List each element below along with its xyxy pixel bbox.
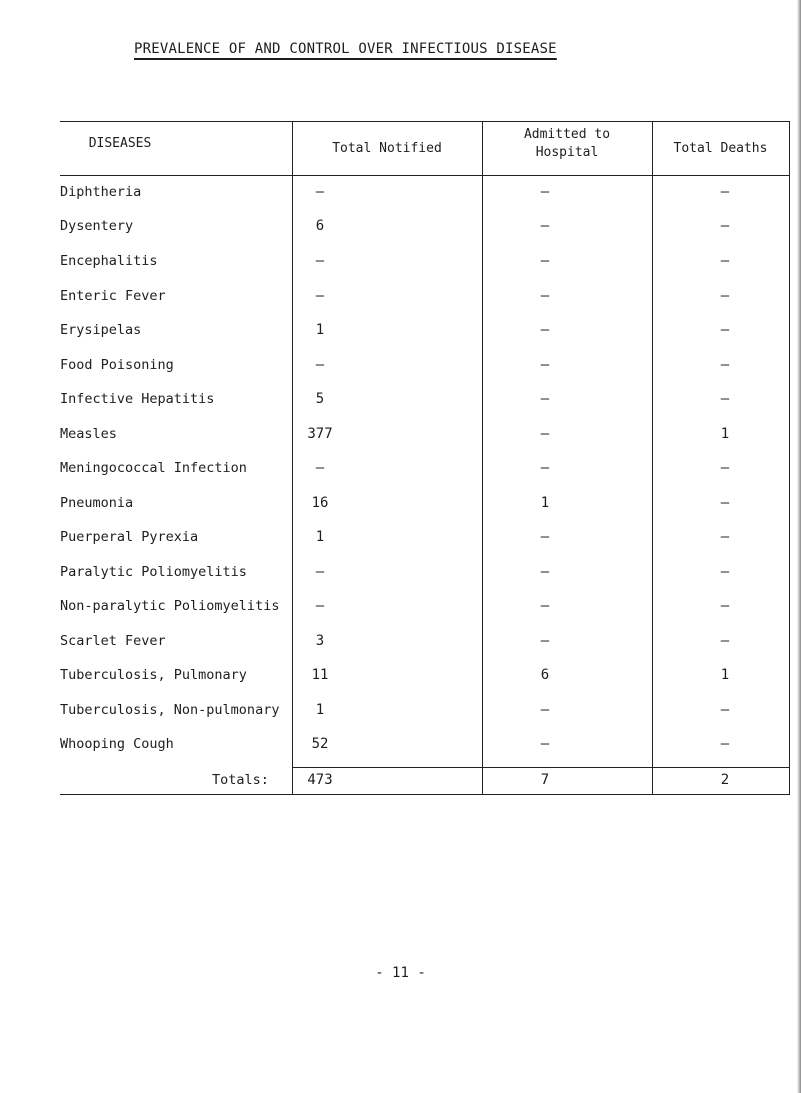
total-notified-cell: 52 <box>311 736 329 752</box>
disease-name: Non-paralytic Poliomyelitis <box>60 598 280 614</box>
disease-name: Measles <box>60 426 117 442</box>
deaths-cell: – <box>720 495 730 511</box>
disease-name: Food Poisoning <box>60 357 174 373</box>
admitted-cell: 6 <box>540 667 550 683</box>
admitted-cell: – <box>540 391 550 407</box>
table-row <box>60 460 800 500</box>
deaths-cell: – <box>720 357 730 373</box>
disease-name: Scarlet Fever <box>60 633 166 649</box>
total-notified-cell: 1 <box>315 529 325 545</box>
total-notified-cell: – <box>315 253 325 269</box>
total-notified-cell: 16 <box>311 495 329 511</box>
deaths-cell: – <box>720 633 730 649</box>
disease-name: Diphtheria <box>60 184 142 200</box>
total-notified-cell: 377 <box>307 426 333 442</box>
disease-name: Erysipelas <box>60 322 142 338</box>
header-admitted-line2: Hospital <box>535 145 599 160</box>
disease-name: Pneumonia <box>60 495 134 511</box>
total-notified-cell: – <box>315 357 325 373</box>
total-notified-cell: – <box>315 184 325 200</box>
header-admitted-to-hospital <box>482 126 652 162</box>
admitted-cell: – <box>540 218 550 234</box>
admitted-cell: – <box>540 736 550 752</box>
disease-name: Encephalitis <box>60 253 158 269</box>
deaths-cell: – <box>720 529 730 545</box>
deaths-cell: – <box>720 460 730 476</box>
disease-name: Tuberculosis, Pulmonary <box>60 667 247 683</box>
deaths-cell: 1 <box>720 667 730 683</box>
scan-edge-shadow <box>797 0 801 1093</box>
totals-deaths-cell: 2 <box>720 772 730 788</box>
deaths-cell: – <box>720 253 730 269</box>
admitted-cell: – <box>540 322 550 338</box>
admitted-cell: – <box>540 702 550 718</box>
total-notified-cell: – <box>315 460 325 476</box>
deaths-cell: – <box>720 598 730 614</box>
totals-admitted-cell: 7 <box>540 772 550 788</box>
table-top-rule <box>60 121 790 122</box>
disease-name: Meningococcal Infection <box>60 460 247 476</box>
deaths-cell: – <box>720 736 730 752</box>
disease-name: Whooping Cough <box>60 736 174 752</box>
table-row <box>60 218 800 258</box>
table-row <box>60 736 800 776</box>
header-diseases: DISEASES <box>88 136 152 151</box>
header-total-deaths: Total Deaths <box>673 141 768 156</box>
total-notified-cell: 6 <box>315 218 325 234</box>
deaths-cell: 1 <box>720 426 730 442</box>
deaths-cell: – <box>720 391 730 407</box>
table-row <box>60 391 800 431</box>
admitted-cell: – <box>540 633 550 649</box>
disease-name: Dysentery <box>60 218 134 234</box>
header-bottom-rule <box>60 175 790 176</box>
header-admitted-line1: Admitted to <box>523 127 611 142</box>
total-notified-cell: 5 <box>315 391 325 407</box>
admitted-cell: – <box>540 564 550 580</box>
total-notified-cell: – <box>315 288 325 304</box>
totals-row <box>60 772 800 812</box>
total-notified-cell: – <box>315 564 325 580</box>
total-notified-cell: 11 <box>311 667 329 683</box>
admitted-cell: – <box>540 357 550 373</box>
admitted-cell: – <box>540 253 550 269</box>
table-row <box>60 253 800 293</box>
deaths-cell: – <box>720 288 730 304</box>
table-row <box>60 322 800 362</box>
admitted-cell: – <box>540 598 550 614</box>
admitted-cell: – <box>540 288 550 304</box>
admitted-cell: – <box>540 460 550 476</box>
total-notified-cell: – <box>315 598 325 614</box>
page-title: PREVALENCE OF AND CONTROL OVER INFECTIOUS DISEASE <box>134 41 557 57</box>
page-number: - 11 - <box>375 965 426 981</box>
total-notified-cell: 3 <box>315 633 325 649</box>
deaths-cell: – <box>720 322 730 338</box>
disease-name: Enteric Fever <box>60 288 166 304</box>
disease-name: Paralytic Poliomyelitis <box>60 564 247 580</box>
deaths-cell: – <box>720 218 730 234</box>
deaths-cell: – <box>720 564 730 580</box>
admitted-cell: – <box>540 529 550 545</box>
disease-name: Infective Hepatitis <box>60 391 215 407</box>
total-notified-cell: 1 <box>315 702 325 718</box>
total-notified-cell: 1 <box>315 322 325 338</box>
header-total-notified: Total Notified <box>332 141 442 156</box>
totals-label: Totals: <box>212 772 269 788</box>
table-row <box>60 667 800 707</box>
admitted-cell: – <box>540 426 550 442</box>
deaths-cell: – <box>720 702 730 718</box>
disease-name: Tuberculosis, Non-pulmonary <box>60 702 280 718</box>
totals-notified-cell: 473 <box>307 772 333 788</box>
admitted-cell: 1 <box>540 495 550 511</box>
table-row <box>60 598 800 638</box>
disease-name: Puerperal Pyrexia <box>60 529 199 545</box>
admitted-cell: – <box>540 184 550 200</box>
deaths-cell: – <box>720 184 730 200</box>
table-row <box>60 529 800 569</box>
